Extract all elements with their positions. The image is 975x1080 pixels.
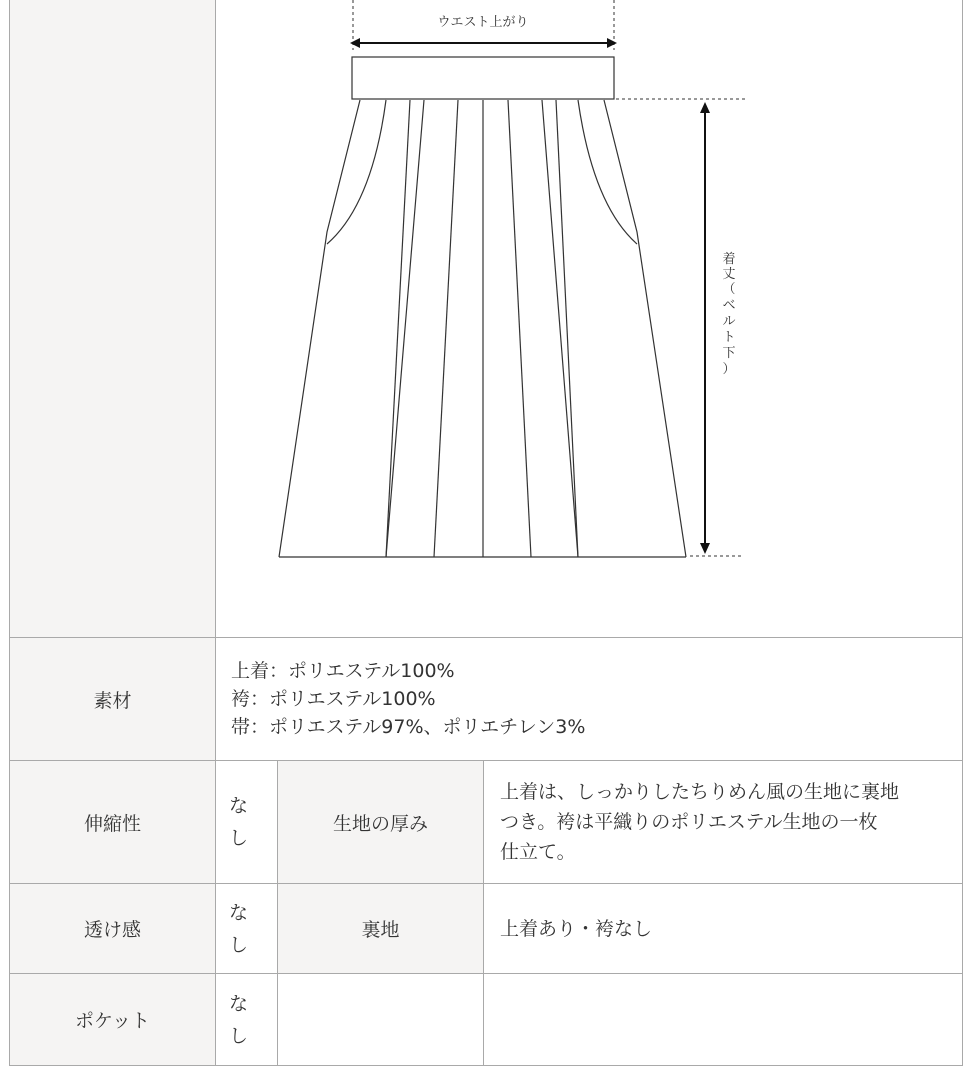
label-column-bg-top (10, 0, 215, 637)
material-line: 上着：ポリエステル100% (231, 660, 455, 682)
pleat-line (386, 100, 410, 557)
thickness-value (484, 761, 962, 883)
material-line: 帯：ポリエステル97%、ポリエチレン3% (231, 716, 586, 738)
material-value (231, 638, 951, 760)
pleat-line (508, 100, 531, 557)
table-border-right (962, 0, 963, 1066)
waist-label: ウエスト上がり (437, 15, 529, 30)
svg-text:下: 下 (722, 346, 736, 361)
svg-text:ル: ル (722, 314, 736, 329)
skirt-outline-right (604, 100, 686, 557)
svg-text:）: ） (722, 362, 736, 377)
thickness-line: つき。袴は平織りのポリエステル生地の一枚 (500, 811, 878, 833)
skirt-measurement-diagram (216, 0, 962, 636)
length-arrowhead-top (700, 102, 710, 113)
lining-value: 上着あり・袴なし (500, 917, 653, 940)
pleat-line (542, 100, 578, 557)
waist-arrowhead-right (607, 38, 617, 48)
waistband (352, 57, 614, 99)
sheer-value: な し (229, 901, 249, 956)
length-label (722, 252, 735, 377)
pleat-line (556, 100, 578, 557)
svg-text:（: （ (722, 282, 736, 297)
pleat-line (434, 100, 458, 557)
pocket-curve-right (578, 100, 637, 244)
table-border-bottom (9, 1065, 963, 1066)
sheer-label: 透け感 (83, 919, 141, 941)
stretch-value: な し (229, 795, 249, 849)
pocket-label: ポケット (74, 1010, 151, 1032)
thickness-line: 上着は、しっかりしたちりめん風の生地に裏地 (500, 781, 900, 803)
pleat-line (386, 100, 424, 557)
svg-text:ト: ト (722, 330, 736, 345)
skirt-outline-left (279, 100, 360, 557)
svg-text:ベ: ベ (722, 298, 736, 313)
svg-text:着: 着 (722, 252, 736, 267)
thickness-label: 生地の厚み (332, 812, 428, 835)
stretch-label: 伸縮性 (83, 812, 141, 835)
pocket-curve-left (327, 100, 386, 244)
length-arrowhead-bottom (700, 543, 710, 554)
lining-label: 裏地 (361, 919, 400, 941)
thickness-line: 仕立て。 (500, 841, 576, 863)
material-label: 素材 (93, 689, 132, 712)
waist-arrowhead-left (350, 38, 360, 48)
pocket-value: な し (229, 992, 249, 1047)
material-line: 袴：ポリエステル100% (231, 688, 436, 710)
svg-text:丈: 丈 (722, 267, 736, 282)
